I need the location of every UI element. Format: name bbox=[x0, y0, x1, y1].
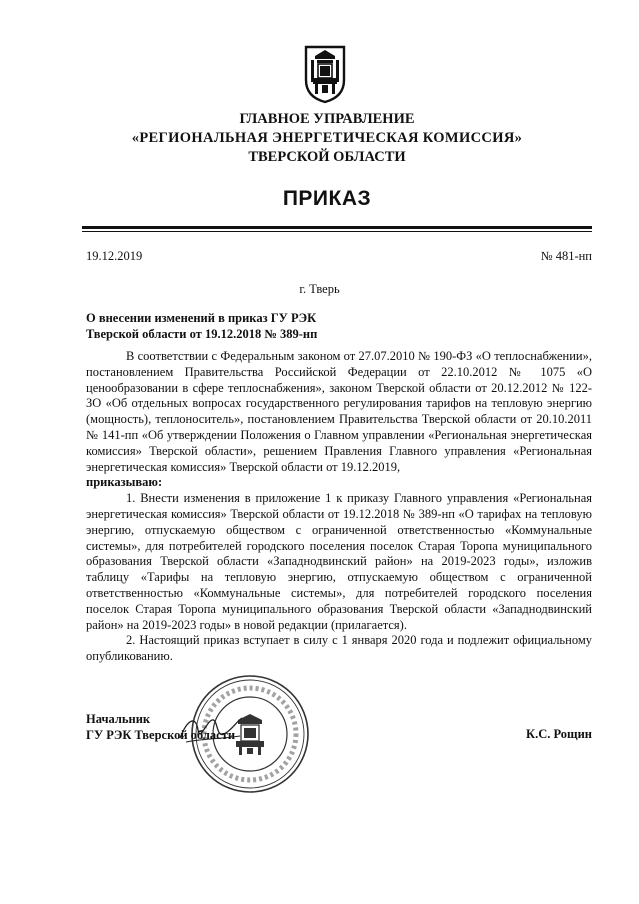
order-item-2: 2. Настоящий приказ вступает в силу с 1 января 2020 года и подлежит официальному опубликованию. bbox=[86, 633, 592, 664]
coat-of-arms-icon bbox=[303, 44, 347, 104]
document-body bbox=[86, 349, 592, 665]
subject-line-1: О внесении изменений в приказ ГУ РЭК bbox=[86, 311, 317, 325]
signatory-position-line-2: ГУ РЭК Тверской области bbox=[86, 727, 236, 742]
order-item-1: 1. Внести изменения в приложение 1 к приказу Главного управления «Региональная энергетическая комиссия» Тверской области от 19.12.2018 № 389-нп «О тарифах на тепловую энергию, отпускаемую обществом с ограниченной ответственностью «Коммунальные системы», для потребителей городского поселения поселок Старая Торопа муниципального образования Тверской области «Западнодвинский район» на 2019-2023 годы», изложив таблицу «Тарифы на тепловую энергию, отпускаемую обществом с ограниченной ответственностью «Коммунальные системы», для потребителей городского поселения поселок Старая Торопа муниципального образования Тверской области «Западнодвинский район» на 2019-2023 годы» в новой редакции (прилагается). bbox=[86, 491, 592, 632]
header-line-1: ГЛАВНОЕ УПРАВЛЕНИЕ bbox=[239, 111, 415, 127]
signatory-position bbox=[86, 712, 235, 743]
document-title: ПРИКАЗ bbox=[282, 187, 372, 210]
document-number: № 481-нп bbox=[540, 249, 592, 263]
document-date: 19.12.2019 bbox=[86, 249, 143, 263]
subject-line-2: Тверской области от 19.12.2018 № 389-нп bbox=[86, 327, 318, 341]
header-line-3: ТВЕРСКОЙ ОБЛАСТИ bbox=[248, 149, 406, 165]
order-word: приказываю: bbox=[86, 475, 163, 490]
signatory-name: К.С. Рощин bbox=[526, 727, 592, 741]
signatory-position-line-1: Начальник bbox=[86, 712, 151, 726]
header-divider-thick bbox=[82, 226, 592, 229]
preamble-paragraph: В соответствии с Федеральным законом от 27.07.2010 № 190-ФЗ «О теплоснабжении», постановлением Правительства Российской Федерации от 22.10.2012 № 1075 «О ценообразовании в сфере теплоснабжения», законом Тверской области от 20.12.2012 № 122-ЗО «Об отдельных вопросах государственного регулирования тарифов на тепловую энергию (мощность), теплоноситель», постановлением Правительства Тверской области от 20.10.2011 № 141-пп «Об утверждении Положения о Главном управлении «Региональная энергетическая комиссия» Тверской области», решением Правления Главного управления «Региональная энергетическая комиссия» Тверской области от 19.12.2019, bbox=[86, 349, 592, 474]
header-divider-thin bbox=[82, 231, 592, 232]
header-line-2: «РЕГИОНАЛЬНАЯ ЭНЕРГЕТИЧЕСКАЯ КОМИССИЯ» bbox=[131, 130, 523, 146]
document-city: г. Тверь bbox=[299, 282, 340, 296]
document-subject bbox=[86, 310, 386, 342]
